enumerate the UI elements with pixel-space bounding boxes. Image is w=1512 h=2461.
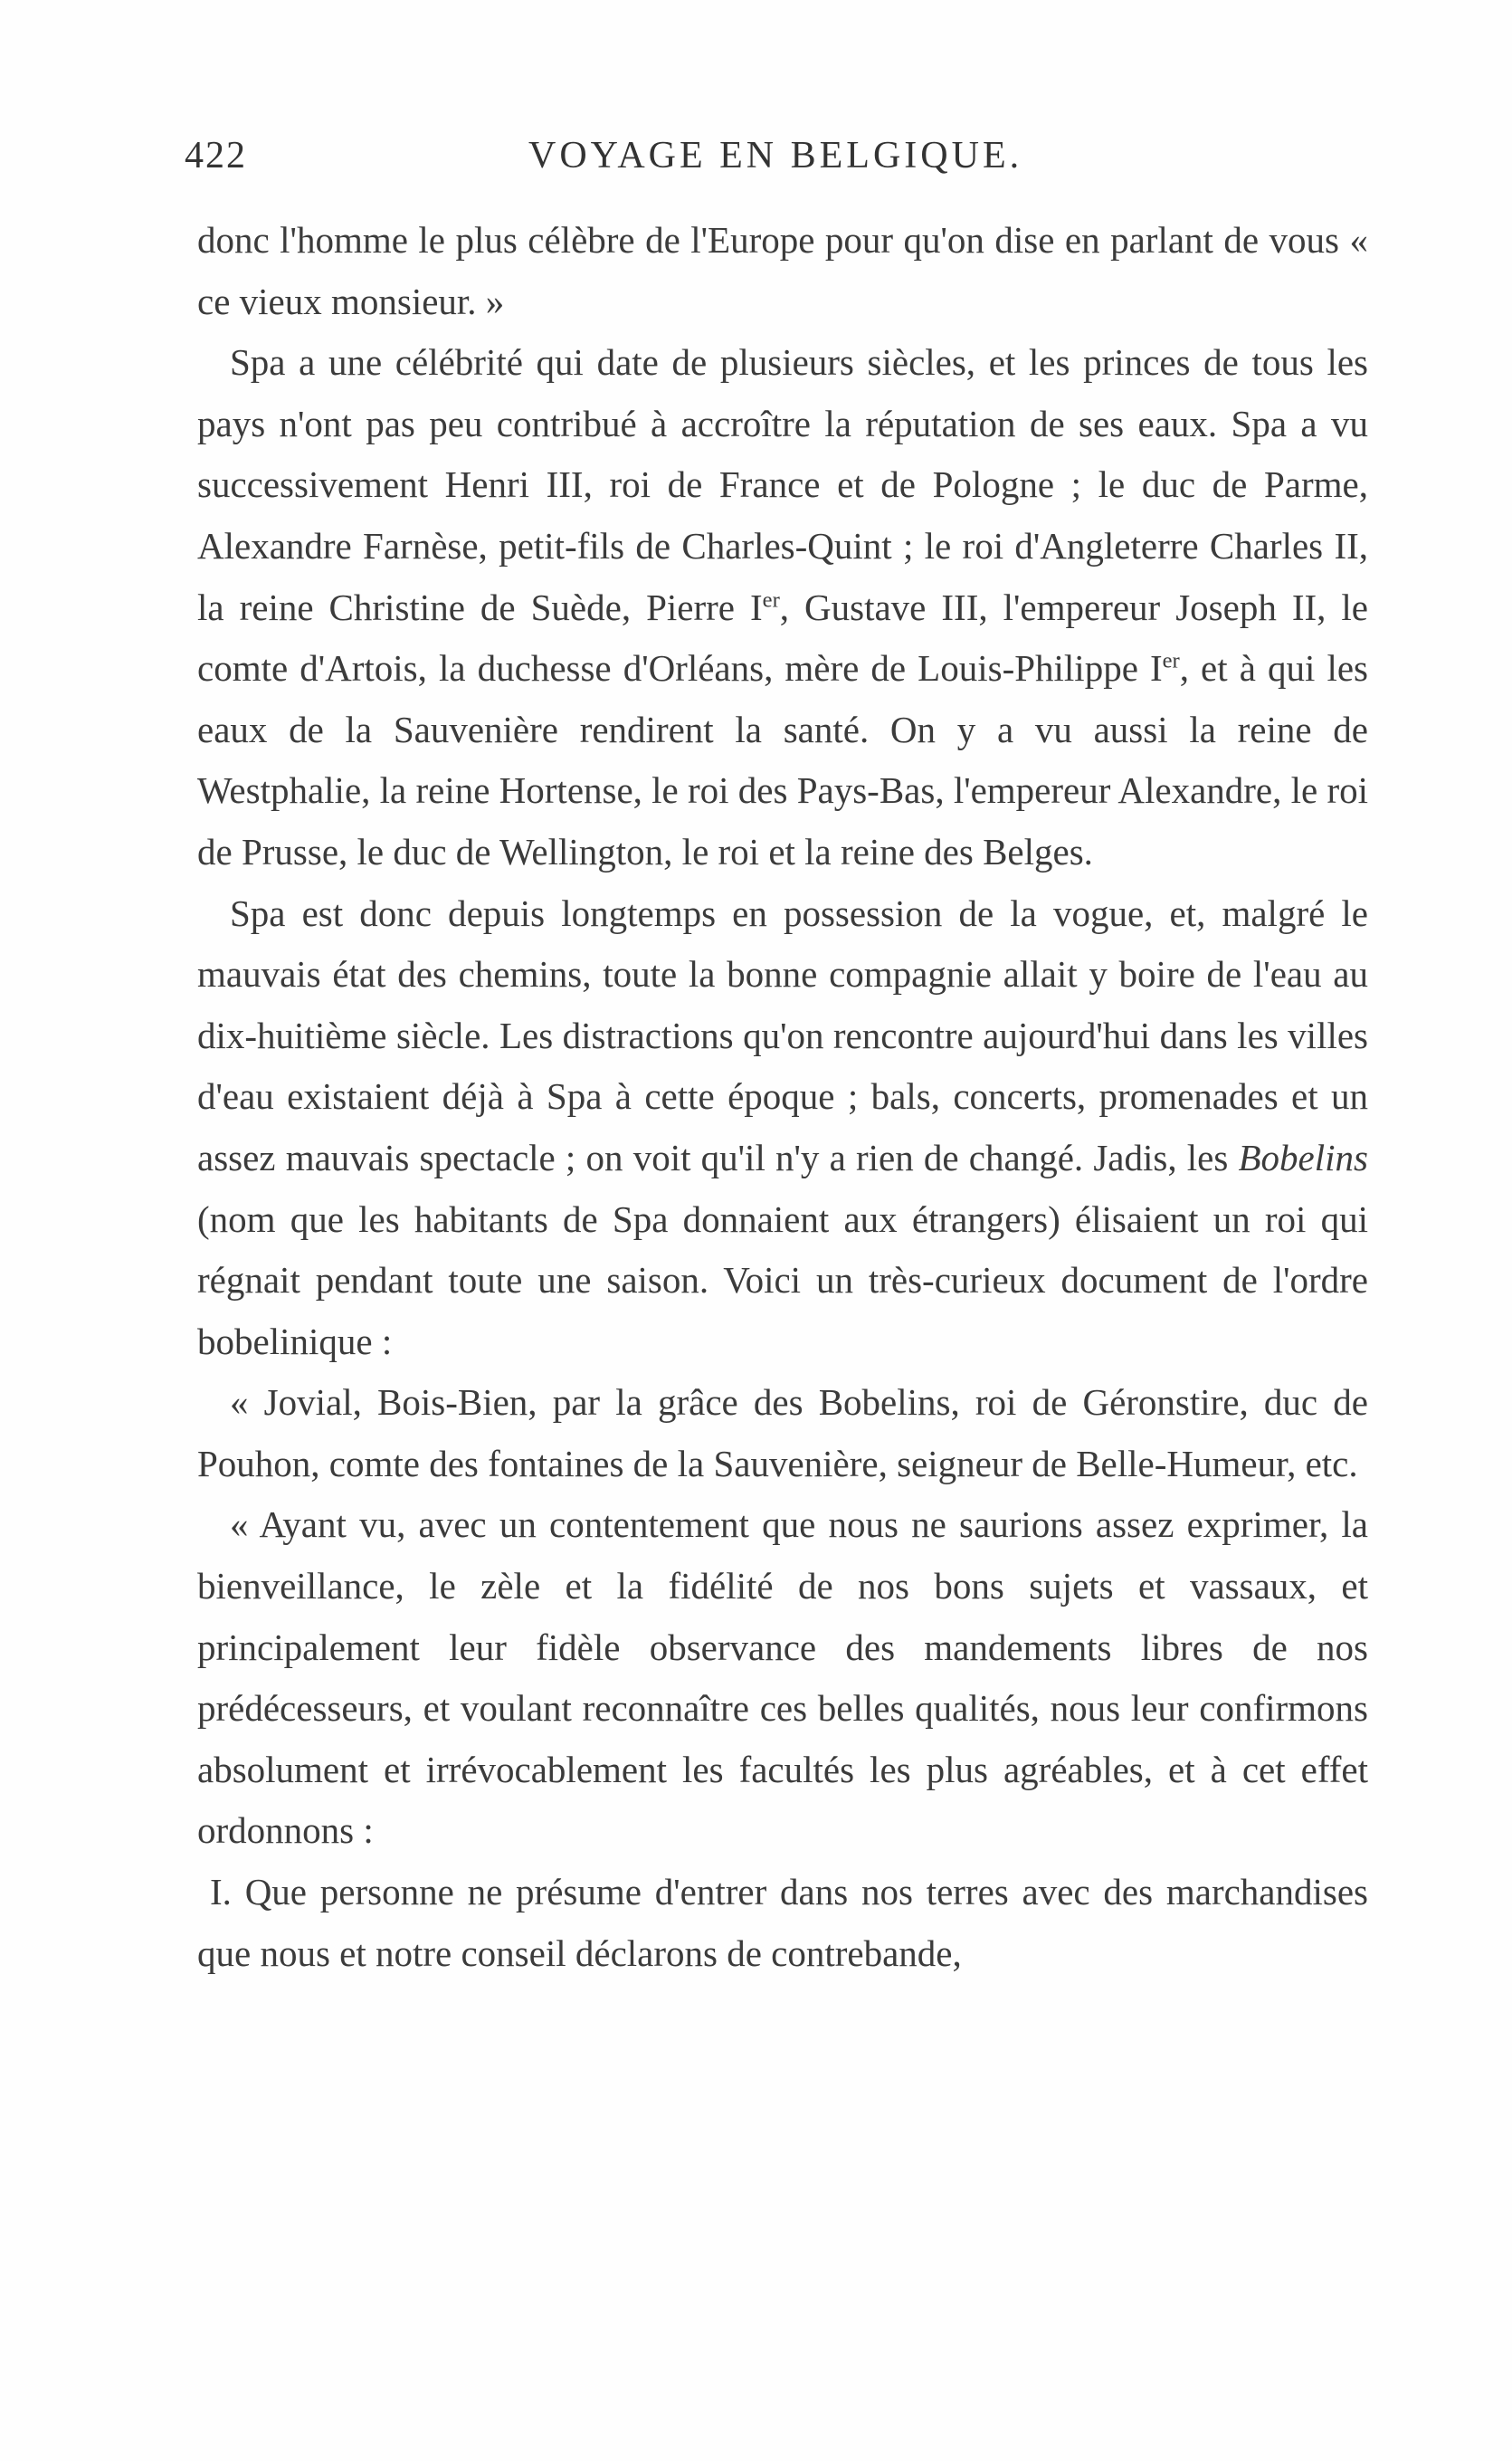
superscript: er (1162, 648, 1180, 673)
body-text (197, 210, 1368, 1984)
text-run: Spa a une célébrité qui date de plusieurs siècles, et les princes de tous les pays n'ont pas peu contribué à accroître la réputation de ses eaux. Spa a vu successivement Henri III, roi de France et de Pologne ; le duc de Parme, Alexandre Farnèse, petit-fils de Charles-Quint ; le roi d'Angleterre Charles II, la reine Christine de Suède, Pierre I (197, 341, 1368, 628)
text-run: , et à qui les eaux de la Sauvenière rendirent la santé. On y a vu aussi la reine de Westphalie, la reine Hortense, le roi des Pays-Bas, l'empereur Alexandre, le roi de Prusse, le duc de Wellington, le roi et la reine des Belges. (197, 647, 1369, 873)
paragraph-spa-vogue (197, 883, 1368, 1373)
paragraph-continuation: donc l'homme le plus célèbre de l'Europe pour qu'on dise en parlant de vous « ce vieux monsieur. » (197, 219, 1368, 322)
paragraph-decree-preamble: « Ayant vu, avec un contentement que nous ne saurions assez exprimer, la bienveillance, le zèle et la fidélité de nos bons sujets et vassaux, et principalement leur fidèle observance des mandements libres de nos prédécesseurs, et voulant reconnaître ces belles qualités, nous leur confirmons absolument et irrévocablement les facultés les plus agréables, et à cet effet ordonnons : (197, 1503, 1368, 1852)
paragraph-spa-celebrity (197, 332, 1368, 882)
page-number: 422 (185, 135, 247, 176)
text-run: (nom que les habitants de Spa donnaient aux étrangers) élisaient un roi qui régnait pendant toute une saison. Voici un très-curieux document de l'ordre bobelinique : (197, 1197, 1368, 1362)
page-header (185, 134, 1370, 188)
superscript: er (762, 587, 780, 612)
paragraph-decree-title: « Jovial, Bois-Bien, par la grâce des Bobelins, roi de Géronstire, duc de Pouhon, comte des fontaines de la Sauvenière, seigneur de Belle-Humeur, etc. (197, 1381, 1368, 1484)
paragraph-decree-article-1: I. Que personne ne présume d'entrer dans nos terres avec des marchandises que nous et notre conseil déclarons de contrebande, (197, 1871, 1368, 1974)
text-run: Spa est donc depuis longtemps en possession de la vogue, et, malgré le mauvais état des chemins, toute la bonne compagnie allait y boire de l'eau au dix-huitième siècle. Les distractions qu'on rencontre aujourd'hui dans les villes d'eau existaient déjà à Spa à cette époque ; bals, concerts, promenades et un assez mauvais spectacle ; on voit qu'il n'y a rien de changé. Jadis, les (197, 892, 1368, 1178)
text-run: , Gustave III, l'empereur Joseph II, le comte d'Artois, la duchesse d'Orléans, mère de Louis-Philippe I (197, 586, 1368, 690)
italic-term: Bobelins (1238, 1136, 1368, 1178)
running-title: VOYAGE EN BELGIQUE. (528, 135, 1023, 176)
